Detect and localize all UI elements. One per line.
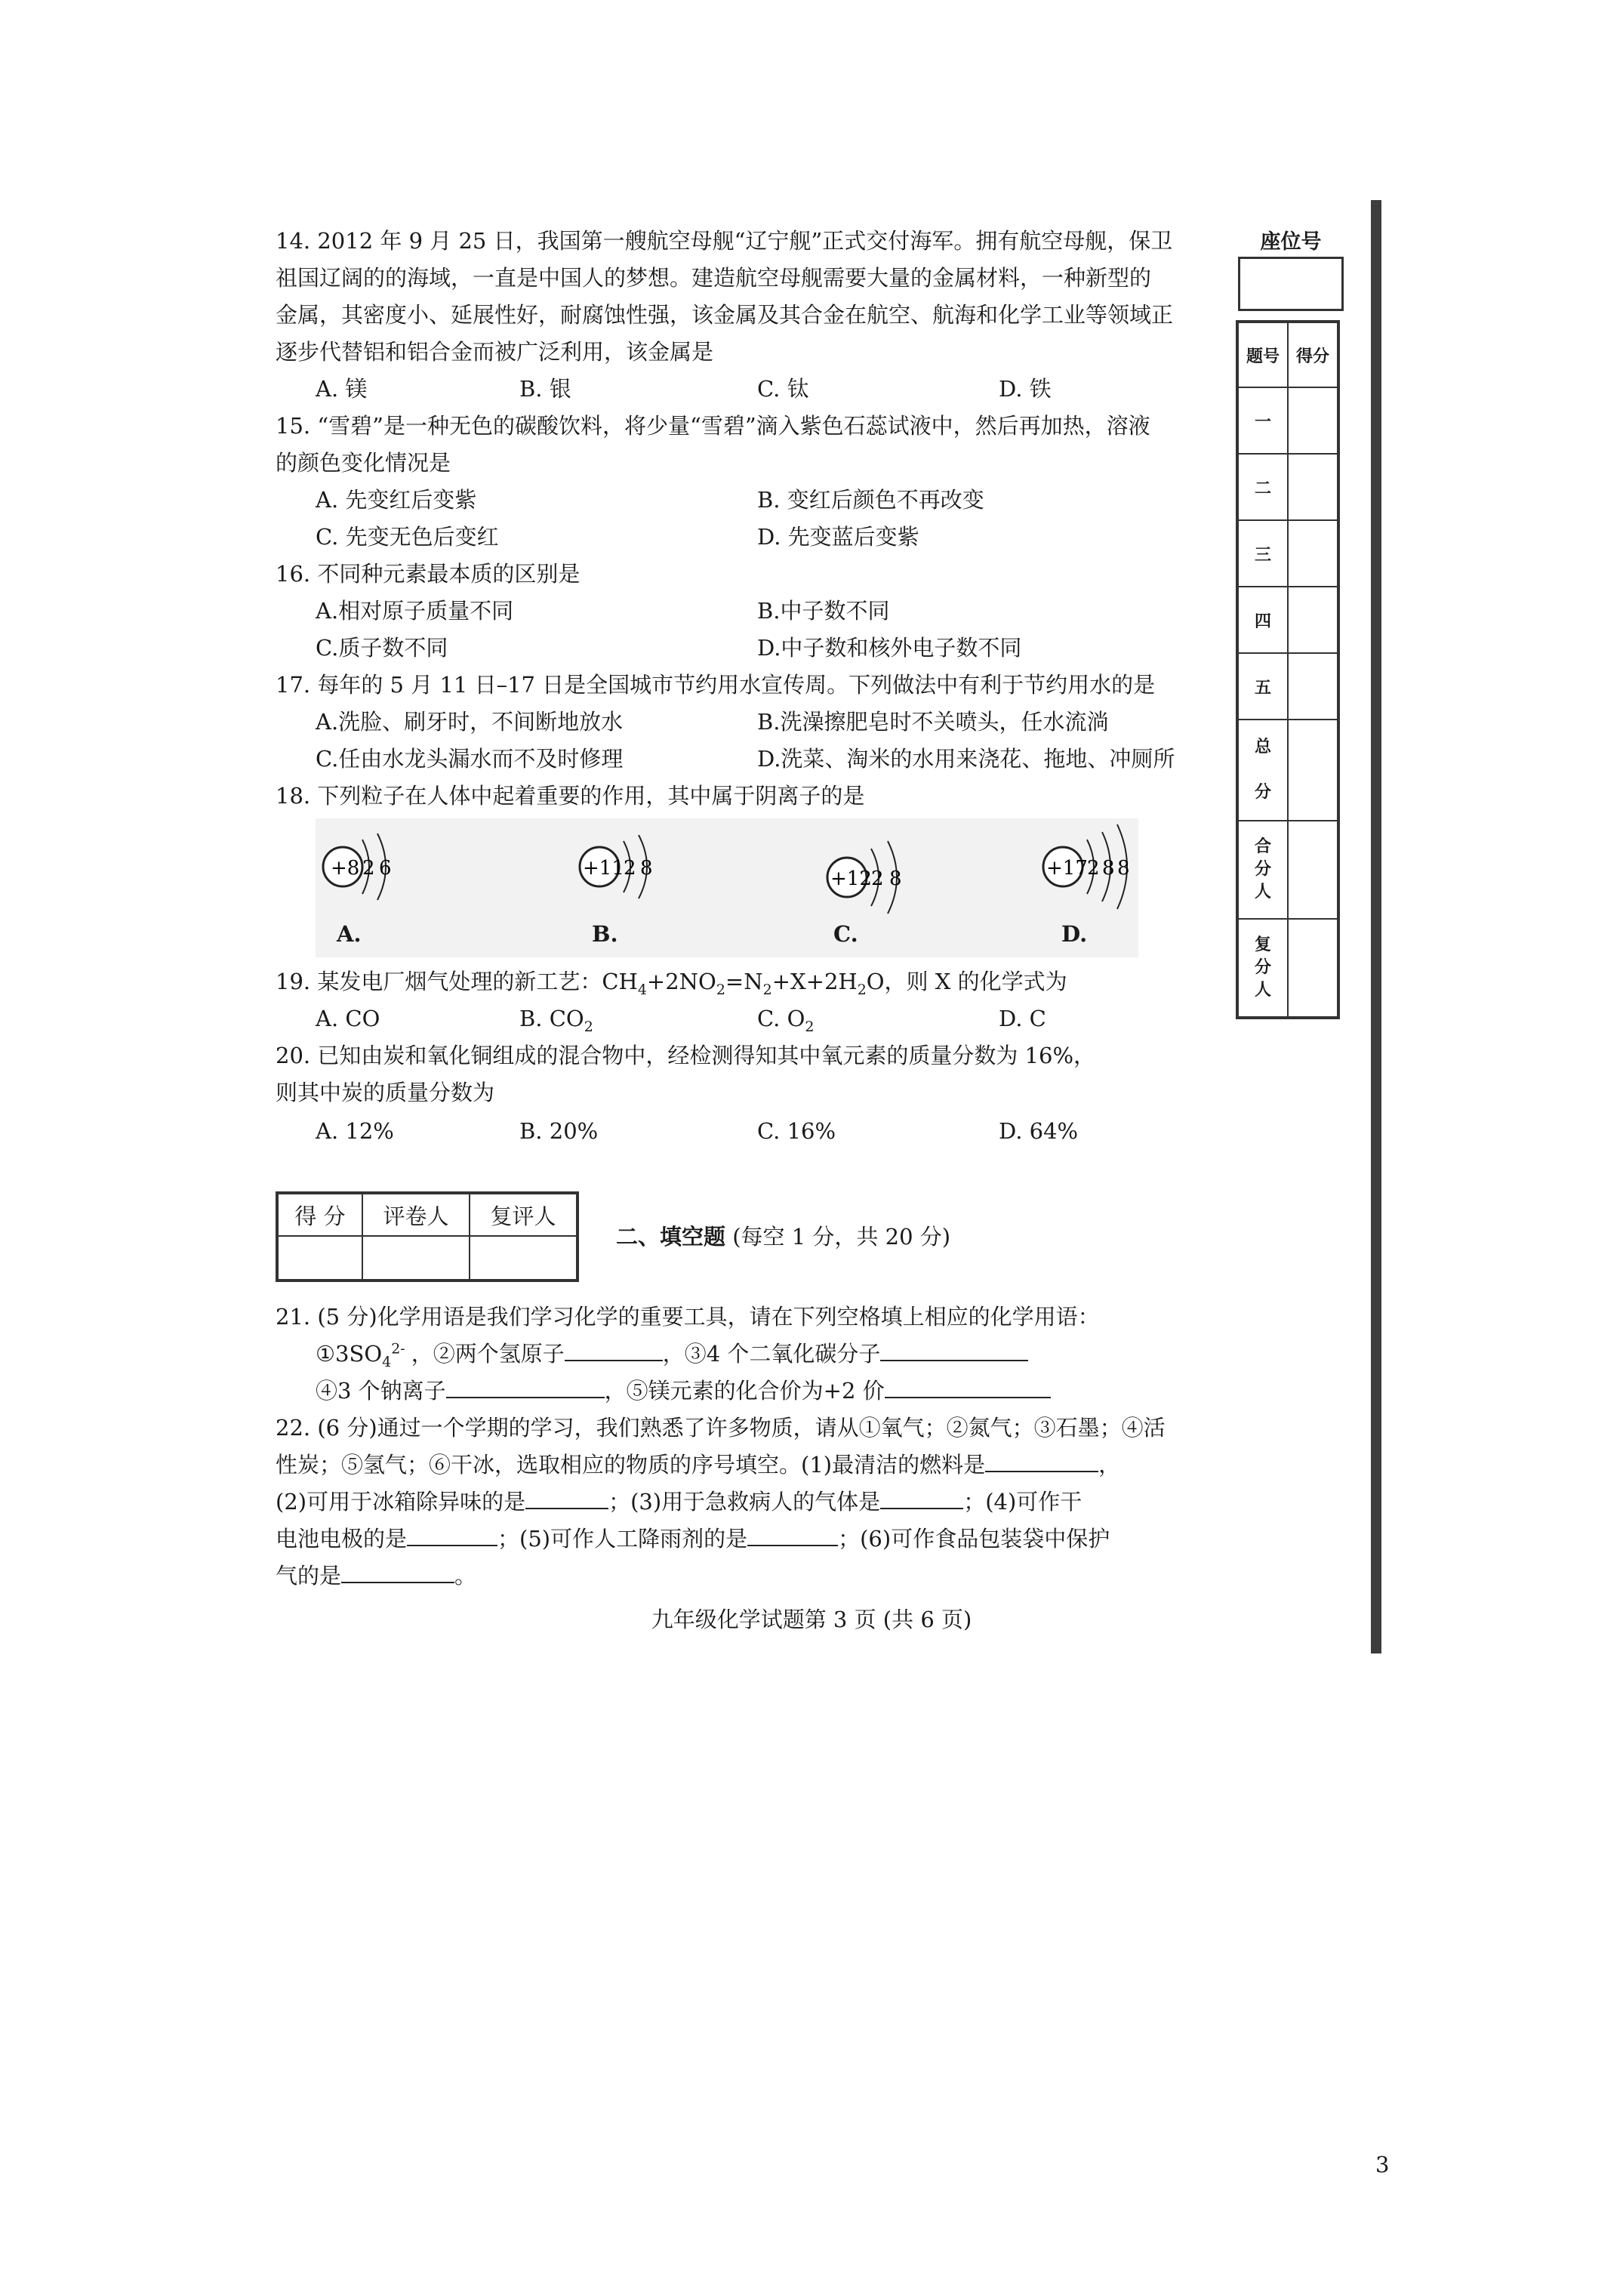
q20-line-1: 20. 已知由炭和氧化铜组成的混合物中，经检测得知其中氧元素的质量分数为 16%， [276, 1043, 1096, 1068]
q22-blank-4[interactable] [407, 1525, 497, 1546]
score-rechecker-value[interactable] [1288, 919, 1338, 1018]
binding-margin-bar [1371, 200, 1381, 1653]
shell-1-a: 2 [362, 857, 375, 880]
shell-2-a: 6 [379, 857, 392, 880]
q17-option-d: D.洗菜、淘米的水用来浇花、拖地、冲厕所 [757, 746, 1175, 772]
q19-line-1: 19. 某发电厂烟气处理的新工艺：$CH_4+2NO_2=N_2+X+2H_2O$，则 X 的化学式为 [276, 969, 1067, 998]
q14-line-1: 14. 2012 年 9 月 25 日，我国第一艘航空母舰“辽宁舰”正式交付海军。拥有航空母舰，保卫 [276, 228, 1173, 254]
q20-option-c: C. 16% [757, 1118, 836, 1144]
section-2-heading: 二、填空题 (每空 1 分，共 20 分) [616, 1224, 951, 1250]
q15-line-2: 的颜色变化情况是 [276, 450, 451, 476]
nucleus-label-a: +8 [331, 857, 360, 880]
score-row-5-value[interactable] [1288, 653, 1338, 720]
diagram-label-a: A. [337, 921, 362, 947]
score-col-question: 题号 [1237, 322, 1288, 387]
score-summary-table [1236, 320, 1340, 1019]
q17-option-c: C.任由水龙头漏水而不及时修理 [316, 746, 624, 772]
score-row-3-value[interactable] [1288, 520, 1338, 587]
diagram-label-d: D. [1061, 921, 1088, 947]
q22-blank-6[interactable] [341, 1562, 454, 1583]
q14-option-a: A. 镁 [316, 376, 368, 402]
score-row-4-value[interactable] [1288, 587, 1338, 653]
q19-option-a: A. CO [316, 1006, 380, 1031]
q22-line-1: 22. (6 分)通过一个学期的学习，我们熟悉了许多物质，请从①氧气；②氮气；③石墨；④活 [276, 1415, 1166, 1441]
shell-2-c: 8 [889, 868, 902, 890]
score-row-4-label: 四 [1237, 587, 1288, 653]
seat-number-label: 座位号 [1260, 230, 1322, 254]
q20-option-b: B. 20% [519, 1118, 599, 1144]
q21-blank-3[interactable] [880, 1340, 1028, 1361]
shell-2-d: 8 [1102, 857, 1115, 880]
q21-blank-2[interactable] [565, 1340, 663, 1361]
score-row-1-label: 一 [1237, 387, 1288, 454]
q14-line-3: 金属，其密度小、延展性好，耐腐蚀性强，该金属及其合金在航空、航海和化学工业等领域正 [276, 302, 1174, 328]
nucleus-label-b: +11 [583, 857, 624, 880]
q14-option-b: B. 银 [519, 376, 571, 402]
q16-option-d: D.中子数和核外电子数不同 [757, 635, 1022, 661]
q22-blank-3[interactable] [880, 1488, 963, 1509]
diagram-label-c: C. [833, 921, 858, 947]
q22-line-5: 气的是 。 [276, 1563, 477, 1589]
q14-option-c: C. 钛 [757, 376, 809, 402]
q21-blank-5[interactable] [885, 1377, 1051, 1398]
q16-option-c: C.质子数不同 [316, 635, 448, 661]
q16-option-a: A.相对原子质量不同 [316, 598, 514, 624]
nucleus-label-c: +12 [830, 868, 872, 890]
nucleus-label-d: +17 [1046, 857, 1088, 880]
q15-option-c: C. 先变无色后变红 [316, 524, 499, 550]
grade-cell-grader[interactable] [362, 1236, 470, 1281]
q15-option-b: B. 变红后颜色不再改变 [757, 487, 984, 513]
shell-1-c: 2 [871, 868, 884, 890]
score-row-2-label: 二 [1237, 454, 1288, 520]
score-col-score: 得分 [1288, 322, 1338, 387]
seat-number-box[interactable] [1238, 257, 1344, 311]
score-row-1-value[interactable] [1288, 387, 1338, 454]
score-checker-value[interactable] [1288, 821, 1338, 919]
q17-option-a: A.洗脸、刷牙时，不间断地放水 [316, 709, 624, 735]
q16-option-b: B.中子数不同 [757, 598, 890, 624]
grade-header-grader: 评卷人 [362, 1193, 470, 1236]
q19-option-c: C. $O_2$ [757, 1006, 815, 1035]
grade-cell-reviewer[interactable] [470, 1236, 577, 1281]
page-footer: 九年级化学试题第 3 页 (共 6 页) [651, 1607, 972, 1632]
q21-line-3: ④3 个钠离子 ，⑤镁元素的化合价为+2 价 [316, 1376, 1051, 1406]
q20-option-d: D. 64% [999, 1118, 1079, 1144]
score-row-2-value[interactable] [1288, 454, 1338, 520]
q22-line-2: 性炭；⑤氢气；⑥干冰，选取相应的物质的序号填空。(1)最清洁的燃料是 ， [276, 1452, 1121, 1478]
q22-line-4: 电池电极的是 ；(5)可作人工降雨剂的是 ；(6)可作食品包装袋中保护 [276, 1526, 1110, 1552]
q19-option-b: B. $CO_2$ [519, 1006, 593, 1035]
q14-option-d: D. 铁 [999, 376, 1052, 402]
page-number: 3 [1375, 2152, 1390, 2177]
q14-line-4: 逐步代替铝和铝合金而被广泛利用，该金属是 [276, 339, 714, 365]
q19-option-d: D. C [999, 1006, 1046, 1031]
grade-header-score: 得 分 [277, 1193, 362, 1236]
score-checker-label: 合 分 人 [1237, 821, 1288, 919]
atomic-structure-diagrams [316, 817, 1138, 957]
score-total-value[interactable] [1288, 720, 1338, 821]
q18-line-1: 18. 下列粒子在人体中起着重要的作用，其中属于阴离子的是 [276, 783, 865, 809]
atomic-diagrams-svg [316, 817, 1138, 957]
q22-blank-2[interactable] [525, 1488, 608, 1509]
score-row-3-label: 三 [1237, 520, 1288, 587]
grade-cell-score[interactable] [277, 1236, 362, 1281]
shell-1-b: 2 [624, 857, 636, 880]
q16-line-1: 16. 不同种元素最本质的区别是 [276, 561, 581, 587]
diagram-label-b: B. [592, 921, 618, 947]
score-rechecker-label: 复 分 人 [1237, 919, 1288, 1018]
q17-line-1: 17. 每年的 5 月 11 日–17 日是全国城市节约用水宣传周。下列做法中有利于节约用水的是 [276, 672, 1156, 698]
q22-line-3: (2)可用于冰箱除异味的是 ；(3)用于急救病人的气体是 ；(4)可作干 [276, 1489, 1083, 1515]
q15-option-a: A. 先变红后变紫 [316, 487, 477, 513]
q20-option-a: A. 12% [316, 1118, 394, 1144]
q21-line-2: $①3SO_4^{2-}$ ，②两个氢原子 ，③4 个二氧化碳分子 [316, 1339, 1028, 1369]
q14-line-2: 祖国辽阔的的海域，一直是中国人的梦想。建造航空母舰需要大量的金属材料，一种新型的 [276, 265, 1152, 291]
q22-blank-1[interactable] [985, 1451, 1098, 1472]
q15-line-1: 15. “雪碧”是一种无色的碳酸饮料，将少量“雪碧”滴入紫色石蕊试液中，然后再加热，溶液 [276, 413, 1150, 439]
score-total-label: 总 分 [1237, 720, 1288, 821]
grading-table [276, 1191, 579, 1282]
q22-blank-5[interactable] [747, 1525, 838, 1546]
q20-line-2: 则其中炭的质量分数为 [276, 1080, 495, 1105]
shell-2-b: 8 [640, 857, 653, 880]
q21-blank-4[interactable] [446, 1377, 605, 1398]
shell-1-d: 2 [1087, 857, 1100, 880]
q15-option-d: D. 先变蓝后变紫 [757, 524, 919, 550]
shell-3-d: 8 [1117, 857, 1130, 880]
q17-option-b: B.洗澡擦肥皂时不关喷头，任水流淌 [757, 709, 1109, 735]
q21-line-1: 21. (5 分)化学用语是我们学习化学的重要工具，请在下列空格填上相应的化学用语： [276, 1304, 1100, 1330]
score-row-5-label: 五 [1237, 653, 1288, 720]
grade-header-reviewer: 复评人 [470, 1193, 577, 1236]
